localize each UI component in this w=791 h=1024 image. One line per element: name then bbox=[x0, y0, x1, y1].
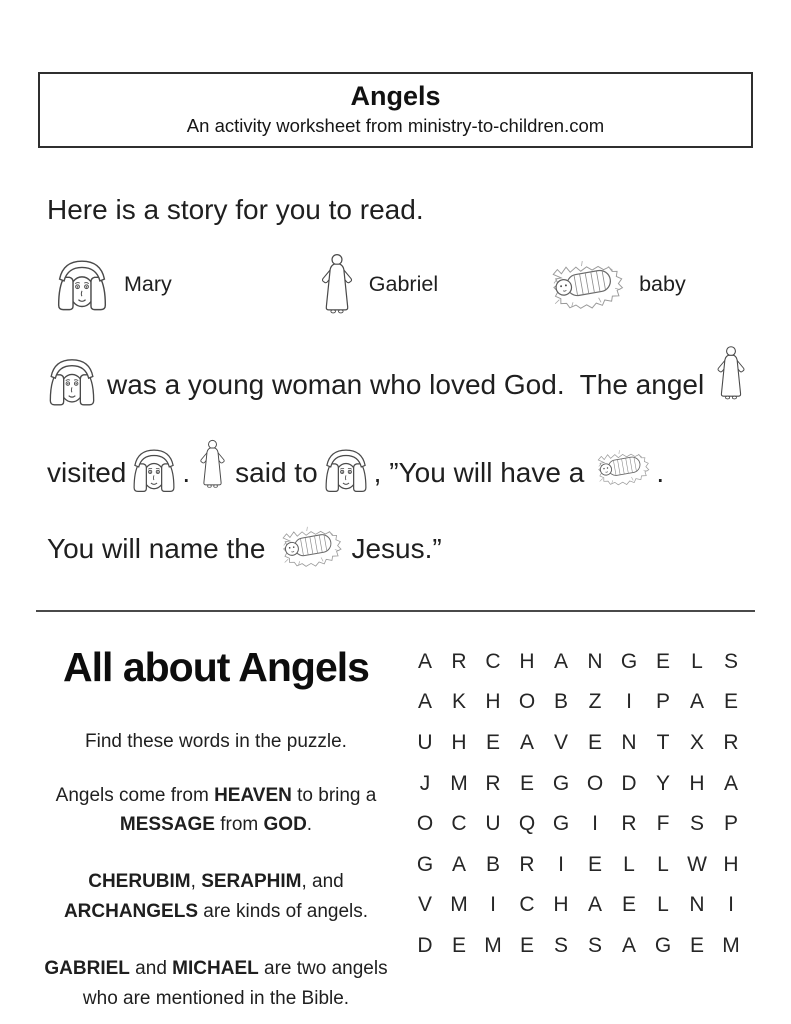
grid-letter: N bbox=[587, 649, 603, 673]
story-text: . bbox=[656, 457, 665, 488]
grid-letter: T bbox=[656, 731, 670, 755]
grid-letter: R bbox=[485, 771, 501, 795]
word-search-grid bbox=[408, 642, 748, 1014]
grid-letter: S bbox=[587, 934, 602, 958]
grid-letter: S bbox=[689, 812, 704, 836]
grid-letter: F bbox=[656, 812, 670, 836]
puzzle-notes bbox=[40, 781, 392, 1014]
story-text: . bbox=[182, 457, 191, 488]
grid-letter: E bbox=[587, 731, 602, 755]
grid-letter: W bbox=[687, 852, 707, 876]
grid-letter: A bbox=[553, 649, 568, 673]
grid-letter: R bbox=[723, 731, 739, 755]
grid-letter: E bbox=[519, 771, 534, 795]
grid-letter: J bbox=[419, 771, 431, 795]
baby-icon bbox=[274, 524, 342, 568]
grid-letter: I bbox=[592, 812, 598, 836]
grid-letter: I bbox=[626, 690, 632, 714]
grid-letter: R bbox=[519, 852, 535, 876]
mary-icon bbox=[323, 444, 369, 496]
mary-icon bbox=[131, 444, 177, 496]
grid-letter: G bbox=[416, 852, 434, 876]
grid-letter: L bbox=[657, 893, 669, 917]
grid-letter: E bbox=[485, 731, 500, 755]
grid-letter: Y bbox=[655, 771, 670, 795]
story-intro: Here is a story for you to read. bbox=[47, 194, 424, 225]
grid-letter: N bbox=[621, 731, 637, 755]
grid-letter: E bbox=[519, 934, 534, 958]
grid-letter: L bbox=[691, 649, 703, 673]
grid-letter: A bbox=[723, 771, 738, 795]
grid-letter: E bbox=[689, 934, 704, 958]
grid-letter: O bbox=[586, 771, 604, 795]
legend-item-gabriel bbox=[320, 252, 438, 316]
grid-letter: O bbox=[416, 812, 434, 836]
story-text: , ”You will have a bbox=[373, 457, 585, 488]
grid-letter: O bbox=[518, 690, 536, 714]
grid-letter: H bbox=[485, 690, 501, 714]
puzzle-note: GABRIEL and MICHAEL are two angels who are mentioned in the Bible. bbox=[44, 958, 388, 1009]
grid-letter: E bbox=[451, 934, 466, 958]
gabriel-icon bbox=[716, 344, 746, 402]
story-text: said to bbox=[235, 457, 318, 488]
puzzle-instruction: Find these words in the puzzle. bbox=[85, 730, 347, 752]
story-line-3 bbox=[47, 524, 753, 570]
grid-letter: E bbox=[621, 893, 636, 917]
legend-item-mary bbox=[55, 254, 172, 315]
grid-letter: E bbox=[587, 852, 602, 876]
gabriel-icon bbox=[199, 438, 226, 490]
story-text: was a young woman who loved God. The angel bbox=[107, 369, 705, 400]
puzzle-note: CHERUBIM, SERAPHIM, and ARCHANGELS are kinds of angels. bbox=[63, 871, 369, 922]
grid-letter: D bbox=[417, 934, 433, 958]
baby-icon bbox=[590, 448, 650, 486]
grid-letter: I bbox=[490, 893, 496, 917]
page-subtitle: An activity worksheet from ministry-to-children.com bbox=[186, 115, 605, 136]
grid-letter: I bbox=[728, 893, 734, 917]
header-box bbox=[38, 72, 753, 148]
grid-letter: G bbox=[620, 649, 638, 673]
grid-letter: E bbox=[723, 690, 738, 714]
grid-letter: A bbox=[417, 649, 432, 673]
grid-letter: A bbox=[587, 893, 602, 917]
puzzle-note: Angels come from HEAVEN to bring a MESSAGE from GOD. bbox=[55, 784, 377, 836]
legend-label-gabriel: Gabriel bbox=[368, 271, 439, 296]
grid-letter: C bbox=[519, 893, 535, 917]
grid-letter: G bbox=[552, 812, 570, 836]
grid-letter: A bbox=[689, 690, 704, 714]
grid-letter: M bbox=[450, 893, 468, 917]
mary-icon bbox=[47, 353, 97, 410]
legend-label-baby: baby bbox=[639, 271, 686, 296]
baby-icon bbox=[542, 258, 624, 310]
grid-letter: R bbox=[621, 812, 637, 836]
story-legend bbox=[55, 252, 791, 316]
grid-letter: M bbox=[450, 771, 468, 795]
grid-letter: G bbox=[552, 771, 570, 795]
grid-letter: I bbox=[558, 852, 564, 876]
grid-letter: A bbox=[451, 852, 466, 876]
grid-letter: H bbox=[519, 649, 535, 673]
grid-letter: P bbox=[723, 812, 738, 836]
grid-letter: P bbox=[655, 690, 670, 714]
grid-letter: C bbox=[451, 812, 467, 836]
puzzle-section bbox=[40, 640, 791, 1014]
grid-letter: A bbox=[621, 934, 636, 958]
legend-item-baby bbox=[542, 258, 686, 310]
grid-letter: M bbox=[722, 934, 740, 958]
grid-letter: V bbox=[417, 893, 432, 917]
grid-letter: B bbox=[553, 690, 568, 714]
grid-letter: E bbox=[655, 649, 670, 673]
grid-letter: G bbox=[654, 934, 672, 958]
grid-letter: V bbox=[553, 731, 568, 755]
grid-letter: B bbox=[485, 852, 500, 876]
grid-letter: H bbox=[689, 771, 705, 795]
story-text: Jesus.” bbox=[351, 533, 442, 564]
grid-letter: C bbox=[485, 649, 501, 673]
section-divider bbox=[36, 610, 755, 612]
puzzle-left-column bbox=[40, 640, 392, 1014]
puzzle-heading: All about Angels bbox=[63, 643, 369, 690]
grid-letter: D bbox=[621, 771, 637, 795]
grid-letter: U bbox=[485, 812, 501, 836]
story-line-1 bbox=[47, 344, 753, 410]
grid-letter: Z bbox=[588, 690, 602, 714]
grid-letter: H bbox=[451, 731, 467, 755]
grid-letter: A bbox=[417, 690, 432, 714]
grid-letter: M bbox=[484, 934, 502, 958]
grid-letter: Q bbox=[518, 812, 536, 836]
mary-icon bbox=[55, 254, 109, 315]
story-line-2 bbox=[47, 438, 753, 496]
grid-letter: K bbox=[451, 690, 466, 714]
grid-letter: H bbox=[723, 852, 739, 876]
story-text: visited bbox=[47, 457, 127, 488]
legend-label-mary: Mary bbox=[124, 271, 172, 296]
grid-letter: S bbox=[723, 649, 738, 673]
grid-letter: H bbox=[553, 893, 569, 917]
story-text: You will name the bbox=[47, 533, 266, 564]
grid-letter: X bbox=[689, 731, 704, 755]
grid-letter: N bbox=[689, 893, 705, 917]
grid-letter: U bbox=[417, 731, 433, 755]
grid-letter: S bbox=[553, 934, 568, 958]
grid-letter: R bbox=[451, 649, 467, 673]
page-title: Angels bbox=[350, 81, 441, 111]
grid-letter: A bbox=[519, 731, 534, 755]
grid-letter: L bbox=[657, 852, 669, 876]
grid-letter: L bbox=[623, 852, 635, 876]
gabriel-icon bbox=[320, 252, 354, 316]
